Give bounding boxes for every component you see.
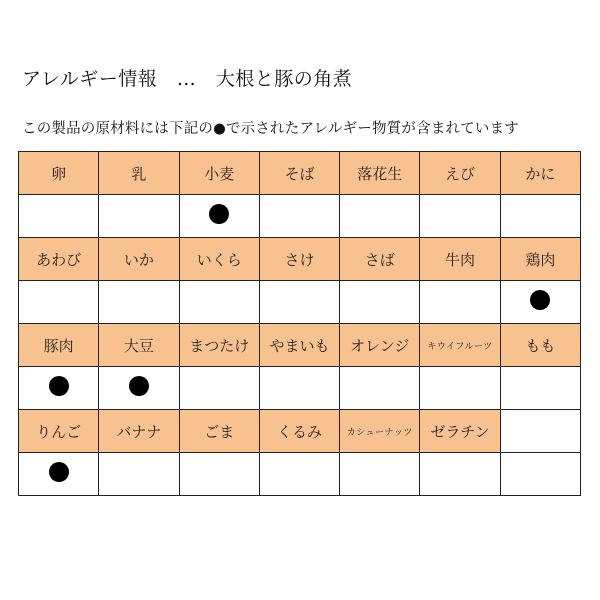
allergen-label: ごま	[179, 410, 259, 453]
allergen-mark-cell	[19, 281, 99, 324]
allergen-mark-cell	[500, 281, 580, 324]
allergen-label: 卵	[19, 152, 99, 195]
allergen-label: ゼラチン	[420, 410, 500, 453]
allergen-mark-cell	[179, 453, 259, 496]
allergen-mark-cell	[259, 281, 339, 324]
allergen-name-row	[19, 324, 581, 367]
allergen-label: そば	[259, 152, 339, 195]
allergen-label: えび	[420, 152, 500, 195]
allergen-mark-cell	[259, 195, 339, 238]
contains-dot-icon	[530, 290, 550, 310]
allergen-mark-row	[19, 281, 581, 324]
allergen-mark-cell	[420, 453, 500, 496]
allergen-label: やまいも	[259, 324, 339, 367]
allergen-mark-cell	[179, 281, 259, 324]
allergen-table	[18, 151, 581, 496]
contains-dot-icon	[49, 376, 69, 396]
allergen-mark-cell	[420, 367, 500, 410]
allergen-label: まつたけ	[179, 324, 259, 367]
allergen-mark-cell	[19, 195, 99, 238]
allergen-mark-cell	[259, 367, 339, 410]
contains-dot-icon	[209, 204, 229, 224]
allergen-label: 牛肉	[420, 238, 500, 281]
allergen-mark-cell	[340, 281, 420, 324]
allergen-label: 大豆	[99, 324, 179, 367]
allergen-label: さば	[340, 238, 420, 281]
allergen-label: オレンジ	[340, 324, 420, 367]
allergen-mark-row	[19, 195, 581, 238]
allergen-label	[500, 410, 580, 453]
allergen-mark-cell	[340, 367, 420, 410]
allergen-mark-cell	[19, 367, 99, 410]
allergen-label: バナナ	[99, 410, 179, 453]
allergen-mark-cell	[99, 453, 179, 496]
allergen-label: 小麦	[179, 152, 259, 195]
allergen-label: 鶏肉	[500, 238, 580, 281]
allergen-mark-cell	[259, 453, 339, 496]
allergen-mark-cell	[99, 367, 179, 410]
allergen-label: 豚肉	[19, 324, 99, 367]
allergen-label: かに	[500, 152, 580, 195]
allergen-mark-cell	[99, 281, 179, 324]
allergen-label: 乳	[99, 152, 179, 195]
allergen-mark-cell	[420, 281, 500, 324]
contains-dot-icon	[129, 376, 149, 396]
allergen-label: りんご	[19, 410, 99, 453]
allergen-mark-cell	[500, 195, 580, 238]
allergen-mark-cell	[420, 195, 500, 238]
allergen-label: いか	[99, 238, 179, 281]
page-title: アレルギー情報 … 大根と豚の角煮	[22, 68, 353, 90]
allergen-notice: この製品の原材料には下記の●で示されたアレルギー物質が含まれています	[22, 121, 520, 137]
allergen-mark-cell	[99, 195, 179, 238]
allergen-label: もも	[500, 324, 580, 367]
allergen-label: キウイフルーツ	[420, 324, 500, 367]
allergen-mark-row	[19, 453, 581, 496]
allergen-mark-cell	[19, 453, 99, 496]
allergen-mark-cell	[179, 367, 259, 410]
allergen-label: くるみ	[259, 410, 339, 453]
allergen-mark-row	[19, 367, 581, 410]
contains-dot-icon	[49, 462, 69, 482]
allergen-mark-cell	[500, 453, 580, 496]
allergen-name-row	[19, 410, 581, 453]
allergen-mark-cell	[500, 367, 580, 410]
allergen-label: いくら	[179, 238, 259, 281]
allergen-mark-cell	[340, 453, 420, 496]
allergen-label: カシューナッツ	[340, 410, 420, 453]
allergen-label: 落花生	[340, 152, 420, 195]
allergen-mark-cell	[340, 195, 420, 238]
allergen-mark-cell	[179, 195, 259, 238]
allergen-name-row	[19, 238, 581, 281]
allergen-label: あわび	[19, 238, 99, 281]
allergen-name-row	[19, 152, 581, 195]
allergen-label: さけ	[259, 238, 339, 281]
